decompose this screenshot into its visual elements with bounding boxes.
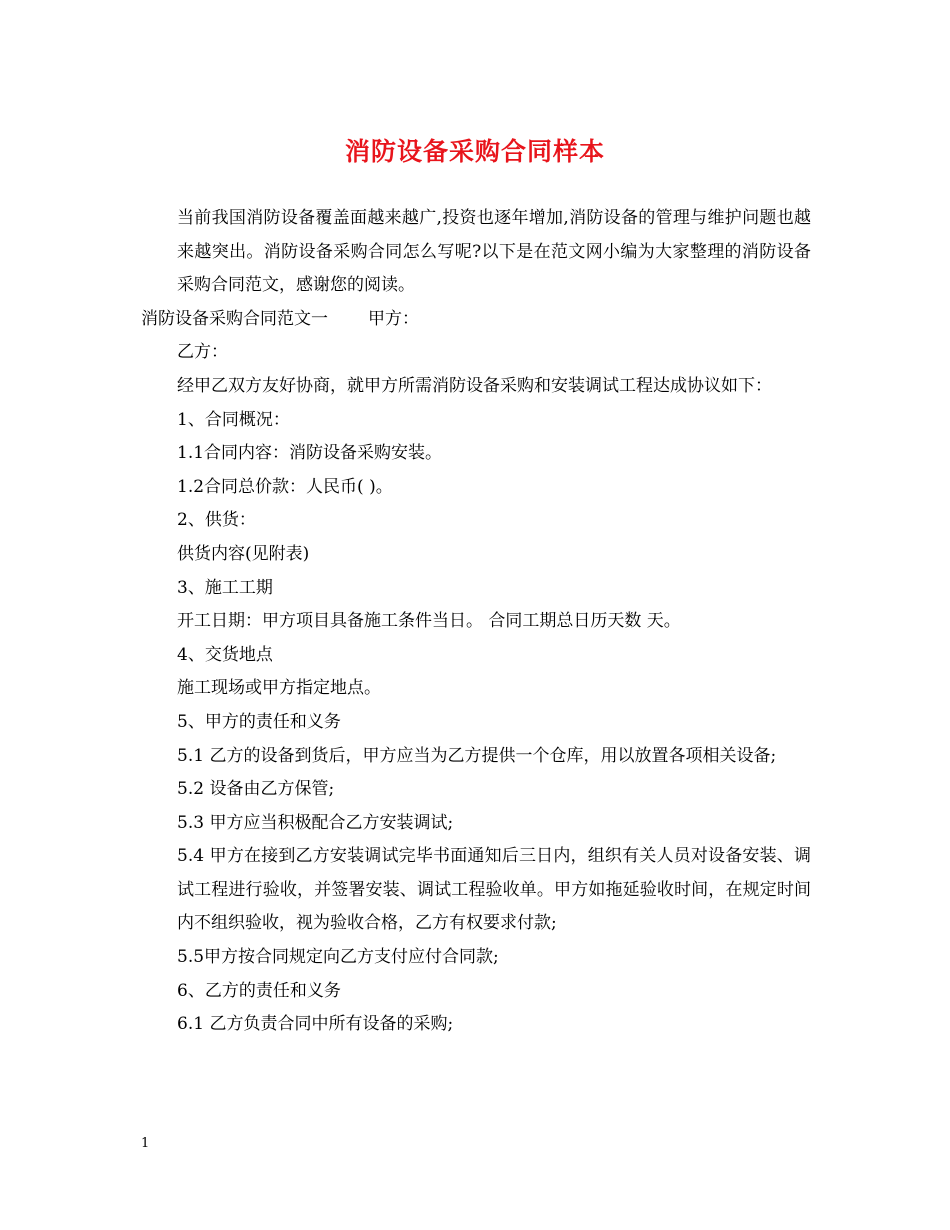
section-1-heading: 1、合同概况： [177,409,290,430]
section-3-heading: 3、施工工期 [177,577,273,598]
section-1-1: 1.1合同内容：消防设备采购安装。 [177,443,443,464]
document-body [141,202,811,1042]
section-5-3: 5.3 甲方应当积极配合乙方安装调试; [177,812,454,833]
intro-paragraph: 当前我国消防设备覆盖面越来越广,投资也逐年增加,消防设备的管理与维护问题也越来越突出。消防设备采购合同怎么写呢?以下是在范文网小编为大家整理的消防设备采购合同范文，感谢您的阅读。 [177,208,811,296]
section-5-4: 5.4 甲方在接到乙方安装调试完毕书面通知后三日内，组织有关人员对设备安装、调试工程进行验收，并签署安装、调试工程验收单。甲方如拖延验收时间，在规定时间内不组织验收，视为验收合格，乙方有权要求付款; [177,846,811,934]
section-4-content: 施工现场或甲方指定地点。 [177,678,381,699]
section-2-heading: 2、供货： [177,510,256,531]
section-1-2: 1.2合同总价款：人民币( )。 [177,476,393,497]
section-5-1: 5.1 乙方的设备到货后，甲方应当为乙方提供一个仓库，用以放置各项相关设备; [177,745,777,766]
party-a-label: 甲方： [368,308,419,329]
section-6-1: 6.1 乙方负责合同中所有设备的采购; [177,1014,454,1035]
section-2-content: 供货内容(见附表) [177,543,310,564]
section-6-heading: 6、乙方的责任和义务 [177,980,341,1001]
sample-heading-line [141,303,811,337]
section-4-heading: 4、交货地点 [177,644,273,665]
section-3-content: 开工日期：甲方项目具备施工条件当日。 合同工期总日历天数 天。 [177,611,681,632]
party-b-label: 乙方： [177,342,228,363]
document-title: 消防设备采购合同样本 [344,137,605,166]
page-number: 1 [141,1136,150,1151]
agreement-line: 经甲乙双方友好协商，就甲方所需消防设备采购和安装调试工程达成协议如下： [177,375,772,396]
section-5-heading: 5、甲方的责任和义务 [177,711,341,732]
sample-heading: 消防设备采购合同范文一 [141,308,328,329]
section-5-2: 5.2 设备由乙方保管; [177,779,335,800]
section-5-5: 5.5甲方按合同规定向乙方支付应付合同款; [177,947,499,968]
